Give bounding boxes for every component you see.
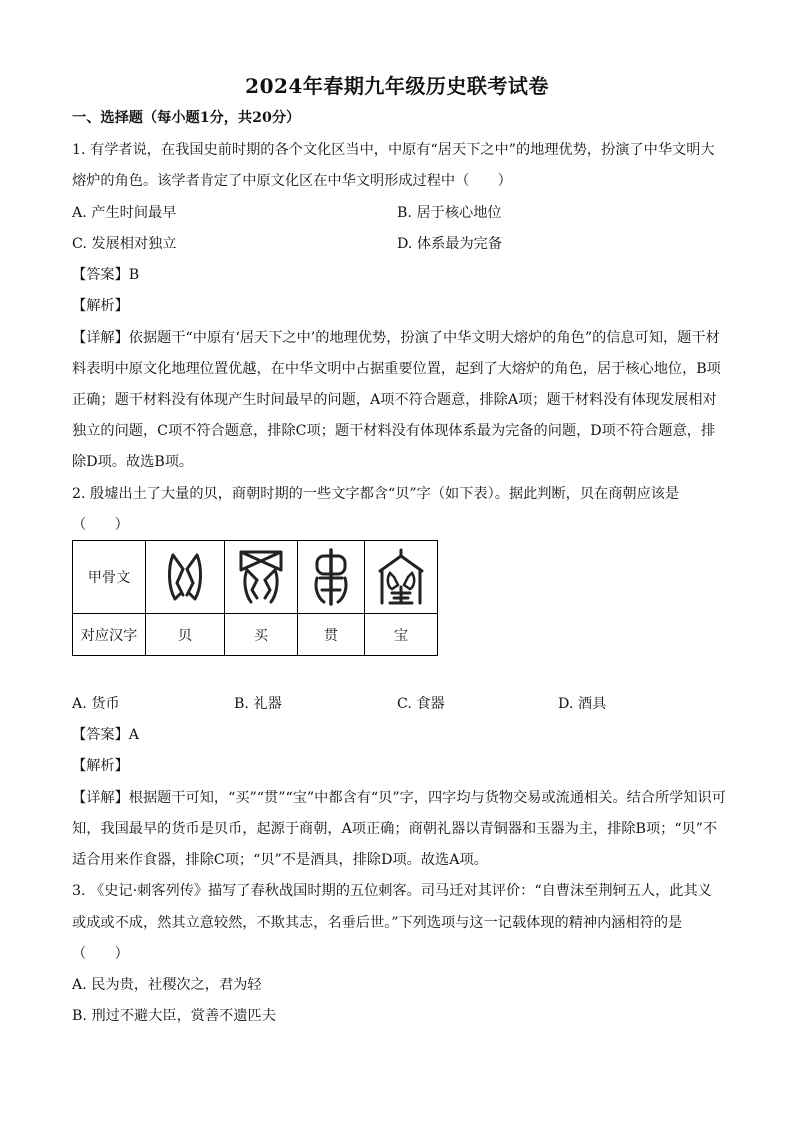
q2-analysis-label: 【解析】 xyxy=(72,758,129,774)
oracle-row xyxy=(73,541,438,614)
oracle-glyph-bei xyxy=(146,541,225,614)
hanzi-cell: 宝 xyxy=(365,614,438,656)
q1-detail-line-2: 料表明中原文化地理位置优越，在中华文明中占据重要位置，起到了大熔炉的角色，居于核心地位，B项 xyxy=(72,361,721,377)
q3-stem-line-2: 或成或不成，然其立意较然，不欺其志，名垂后世。”下列选项与这一记载体现的精神内涵相符的是 xyxy=(72,915,683,931)
q1-stem-line-1: 1. 有学者说，在我国史前时期的各个文化区当中，中原有“居天下之中”的地理优势，扮演了中华文明大 xyxy=(72,142,715,158)
q2-detail-line-2: 知，我国最早的货币是贝币，起源于商朝，A项正确；商朝礼器以青铜器和玉器为主，排除B项；“贝”不 xyxy=(72,821,718,837)
q2-detail-line-1: 【详解】根据题干可知，“买”“贯”“宝”中都含有“贝”字，四字均与货物交易或流通相关。结合所学知识可 xyxy=(72,790,726,806)
q3-stem-line-1: 3. 《史记·刺客列传》描写了春秋战国时期的五位刺客。司马迁对其评价：“自曹沫至荆轲五人，此其义 xyxy=(72,883,712,899)
q2-stem-line-1: 2. 殷墟出土了大量的贝，商朝时期的一些文字都含“贝”字（如下表）。据此判断，贝在商朝应该是 xyxy=(72,486,680,502)
q1-option-d: D. 体系最为完备 xyxy=(397,236,503,252)
q1-option-c: C. 发展相对独立 xyxy=(72,236,177,252)
q1-stem-line-2: 熔炉的角色。该学者肯定了中原文化区在中华文明形成过程中（ ） xyxy=(72,173,512,189)
q3-stem-line-3: （ ） xyxy=(72,946,129,962)
q2-option-a: A. 货币 xyxy=(72,696,120,712)
q1-detail-line-4: 独立的问题，C项不符合题意，排除C项；题干材料没有体现体系最为完备的问题，D项不符合题意，排 xyxy=(72,423,716,439)
oracle-glyph-mai xyxy=(225,541,298,614)
q1-option-b: B. 居于核心地位 xyxy=(397,205,502,221)
q3-option-a: A. 民为贵，社稷次之，君为轻 xyxy=(72,977,262,993)
q1-answer: 【答案】B xyxy=(72,267,140,283)
q2-option-b: B. 礼器 xyxy=(234,696,282,712)
q2-stem-line-2: （ ） xyxy=(72,517,129,533)
q2-option-d: D. 酒具 xyxy=(558,696,607,712)
q1-option-a: A. 产生时间最早 xyxy=(72,205,177,221)
q3-option-b: B. 刑过不避大臣，赏善不遗匹夫 xyxy=(72,1008,276,1024)
hanzi-cell: 贯 xyxy=(298,614,365,656)
section-heading: 一、选择题（每小题1分，共20分） xyxy=(72,110,301,126)
oracle-row-label: 甲骨文 xyxy=(73,541,146,614)
q1-detail-line-1: 【详解】依据题干“中原有‘居天下之中’的地理优势，扮演了中华文明大熔炉的角色”的信息可知，题干材 xyxy=(72,330,720,346)
hanzi-cell: 买 xyxy=(225,614,298,656)
oracle-glyph-bao xyxy=(365,541,438,614)
page-title: 2024年春期九年级历史联考试卷 xyxy=(245,74,549,98)
oracle-glyph-guan xyxy=(298,541,365,614)
q2-option-c: C. 食器 xyxy=(397,696,445,712)
q2-answer: 【答案】A xyxy=(72,727,139,743)
q2-detail-line-3: 适合用来作食器，排除C项；“贝”不是酒具，排除D项。故选A项。 xyxy=(72,852,488,868)
q1-detail-line-5: 除D项。故选B项。 xyxy=(72,454,194,470)
oracle-bone-table xyxy=(72,540,438,656)
q1-detail-line-3: 正确；题干材料没有体现产生时间最早的问题，A项不符合题意，排除A项；题干材料没有体现发展相对 xyxy=(72,392,717,408)
q1-analysis-label: 【解析】 xyxy=(72,298,129,314)
hanzi-row-label: 对应汉字 xyxy=(73,614,146,656)
hanzi-row xyxy=(73,614,438,656)
hanzi-cell: 贝 xyxy=(146,614,225,656)
